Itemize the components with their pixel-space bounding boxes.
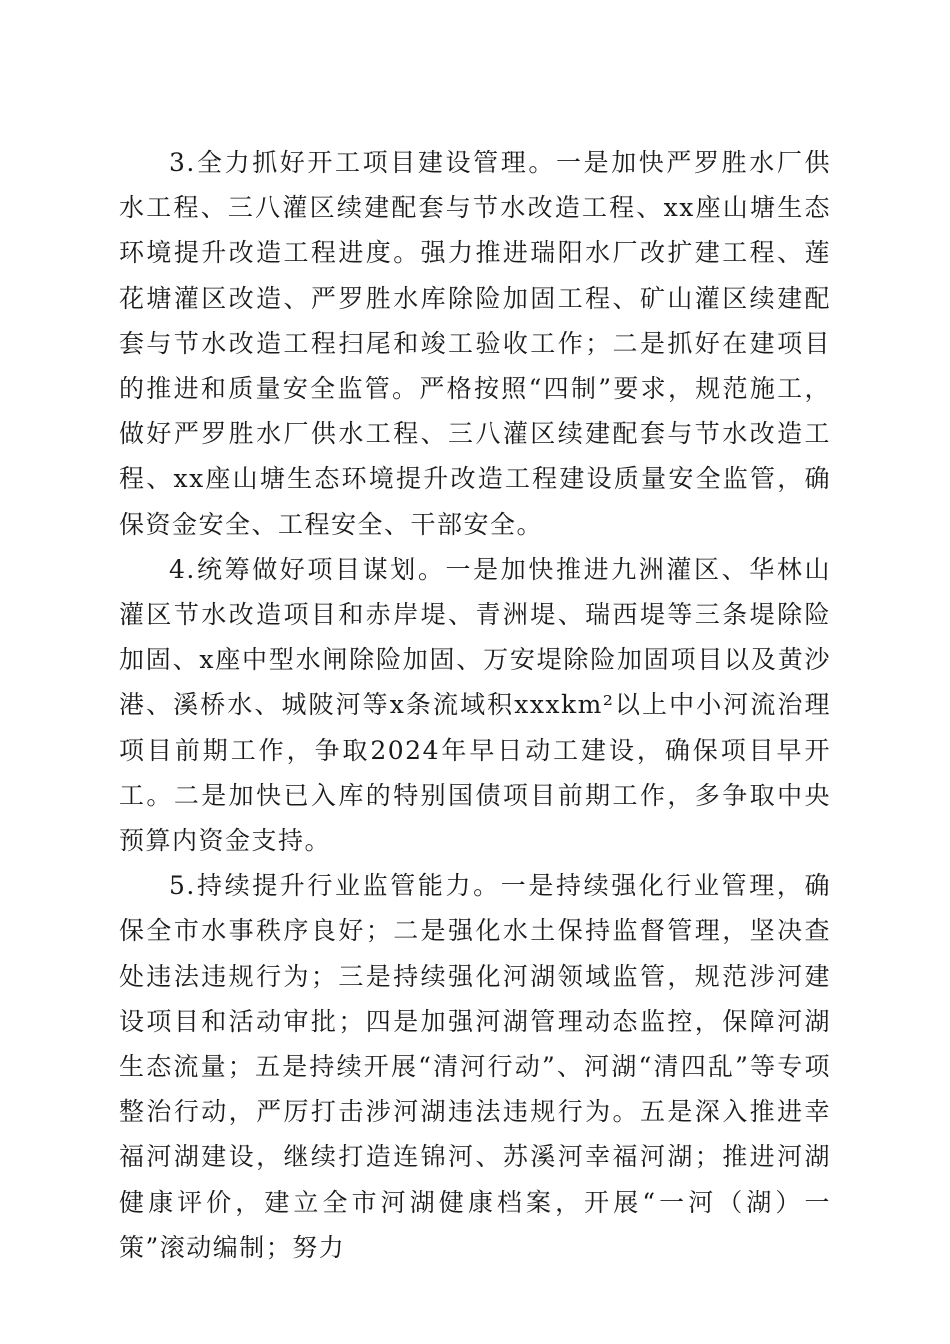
document-body [119, 140, 831, 1270]
paragraph-5-industry-supervision: 5.持续提升行业监管能力。一是持续强化行业管理，确保全市水事秩序良好；二是强化水土保持监督管理，坚决查处违法违规行为；三是持续强化河湖领域监管，规范涉河建设项目和活动审批；四是加强河湖管理动态监控，保障河湖生态流量；五是持续开展“清河行动”、河湖“清四乱”等专项整治行动，严厉打击涉河湖违法违规行为。五是深入推进幸福河湖建设，继续打造连锦河、苏溪河幸福河湖；推进河湖健康评价，建立全市河湖健康档案，开展“一河（湖）一策”滚动编制；努力 [119, 871, 831, 1262]
paragraph-3-project-construction: 3.全力抓好开工项目建设管理。一是加快严罗胜水厂供水工程、三八灌区续建配套与节水改造工程、xx座山塘生态环境提升改造工程进度。强力推进瑞阳水厂改扩建工程、莲花塘灌区改造、严罗胜水库除险加固工程、矿山灌区续建配套与节水改造工程扫尾和竣工验收工作；二是抓好在建项目的推进和质量安全监管。严格按照“四制”要求，规范施工，做好严罗胜水厂供水工程、三八灌区续建配套与节水改造工程、xx座山塘生态环境提升改造工程建设质量安全监管，确保资金安全、工程安全、干部安全。 [119, 148, 831, 539]
paragraph-4-project-planning: 4.统筹做好项目谋划。一是加快推进九洲灌区、华林山灌区节水改造项目和赤岸堤、青洲堤、瑞西堤等三条堤除险加固、x座中型水闸除险加固、万安堤除险加固项目以及黄沙港、溪桥水、城陂河等x条流域积xxxkm²以上中小河流治理项目前期工作，争取2024年早日动工建设，确保项目早开工。二是加快已入库的特别国债项目前期工作，多争取中央预算内资金支持。 [119, 554, 831, 856]
